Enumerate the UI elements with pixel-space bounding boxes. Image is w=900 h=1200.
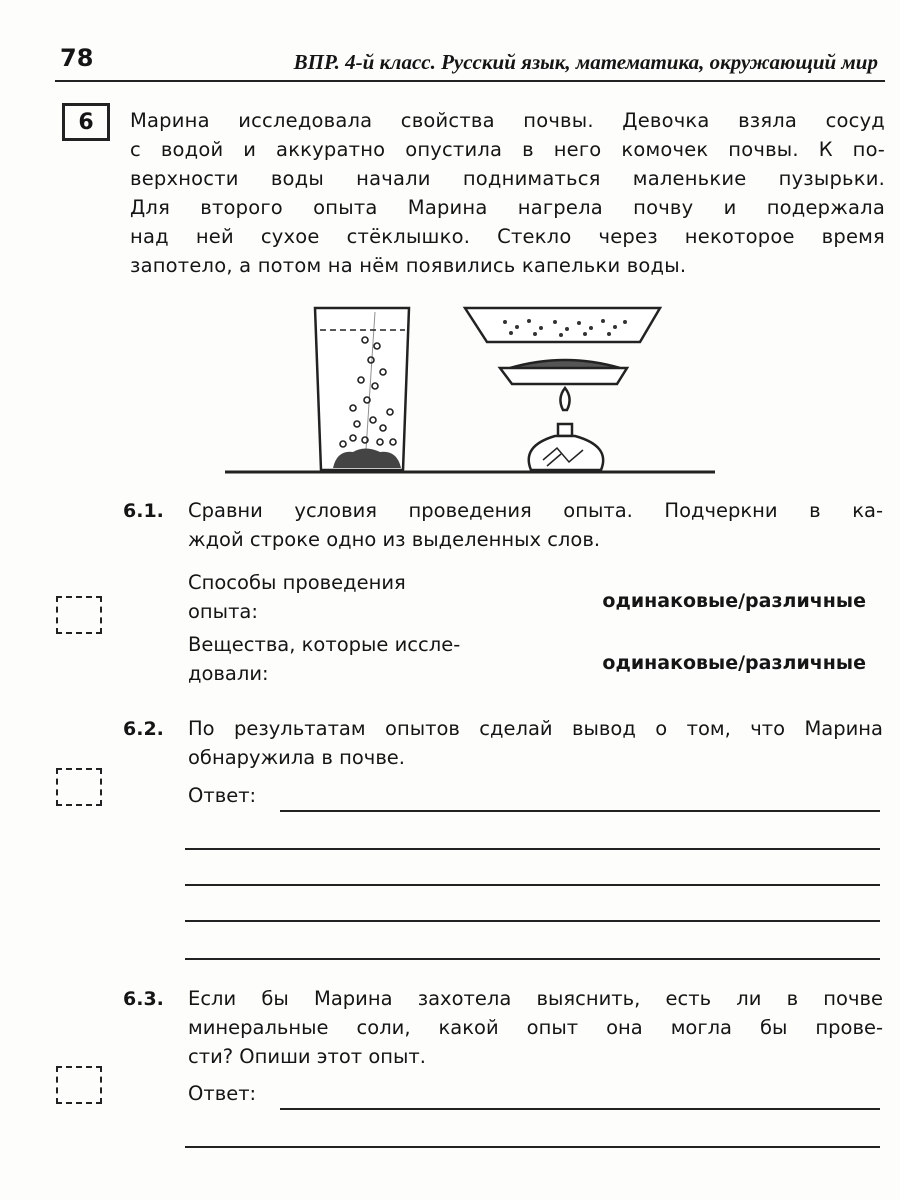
comparison-row-label <box>188 568 406 626</box>
task-text-line: Для второго опыта Марина нагрела почву и подержала <box>130 196 885 219</box>
task-text-line: запотело, а потом на нём появились капельки воды. <box>130 254 687 277</box>
answer-line[interactable] <box>185 958 880 960</box>
question-line: Сравни условия проведения опыта. Подчеркни в ка- <box>188 499 883 522</box>
answer-line[interactable] <box>185 920 880 922</box>
task-number-box: 6 <box>62 103 110 141</box>
choice-words[interactable]: одинаковые/различные <box>602 652 866 674</box>
score-box <box>56 1066 102 1104</box>
running-header: ВПР. 4-й класс. Русский язык, математика, окружающий мир <box>293 50 878 74</box>
answer-line[interactable] <box>280 1108 880 1110</box>
answer-line[interactable] <box>280 810 880 812</box>
question-line: Если бы Марина захотела выяснить, есть ли в почве <box>188 987 883 1010</box>
glass-vessel <box>315 308 409 470</box>
choice-words[interactable]: одинаковые/различные <box>602 590 866 612</box>
answer-label: Ответ: <box>188 784 257 807</box>
soil-dish <box>500 360 627 384</box>
question-text <box>188 496 883 554</box>
dry-glass-plate <box>465 308 660 342</box>
answer-line[interactable] <box>185 1146 880 1148</box>
answer-label: Ответ: <box>188 1082 257 1105</box>
label-line: довали: <box>188 662 269 685</box>
comparison-row-label <box>188 630 460 688</box>
experiment-illustration <box>225 300 715 480</box>
question-line: ждой строке одно из выделенных слов. <box>188 528 601 551</box>
score-box <box>56 768 102 806</box>
task-text-line: с водой и аккуратно опустила в него комочек почвы. К по- <box>130 138 885 161</box>
task-text <box>130 106 885 280</box>
label-line: опыта: <box>188 600 258 623</box>
task-text-line: над ней сухое стёклышко. Стекло через некоторое время <box>130 225 885 248</box>
question-line: обнаружила в почве. <box>188 746 406 769</box>
question-number: 6.1. <box>123 500 164 522</box>
question-number: 6.2. <box>123 718 164 740</box>
question-line: По результатам опытов сделай вывод о том, что Марина <box>188 717 883 740</box>
question-line: сти? Опиши этот опыт. <box>188 1045 426 1068</box>
page-number: 78 <box>60 44 94 72</box>
label-line: Вещества, которые иссле- <box>188 633 461 656</box>
question-text <box>188 714 883 772</box>
label-line: Способы проведения <box>188 571 406 594</box>
question-number: 6.3. <box>123 988 164 1010</box>
task-text-line: Марина исследовала свойства почвы. Девочка взяла сосуд <box>130 109 885 132</box>
question-line: минеральные соли, какой опыт она могла бы прове- <box>188 1016 883 1039</box>
task-text-line: верхности воды начали подниматься маленькие пузырьки. <box>130 167 885 190</box>
answer-line[interactable] <box>185 884 880 886</box>
question-text <box>188 984 883 1071</box>
answer-line[interactable] <box>185 848 880 850</box>
spirit-lamp <box>529 388 603 470</box>
header-divider <box>55 80 885 82</box>
score-box <box>56 596 102 634</box>
